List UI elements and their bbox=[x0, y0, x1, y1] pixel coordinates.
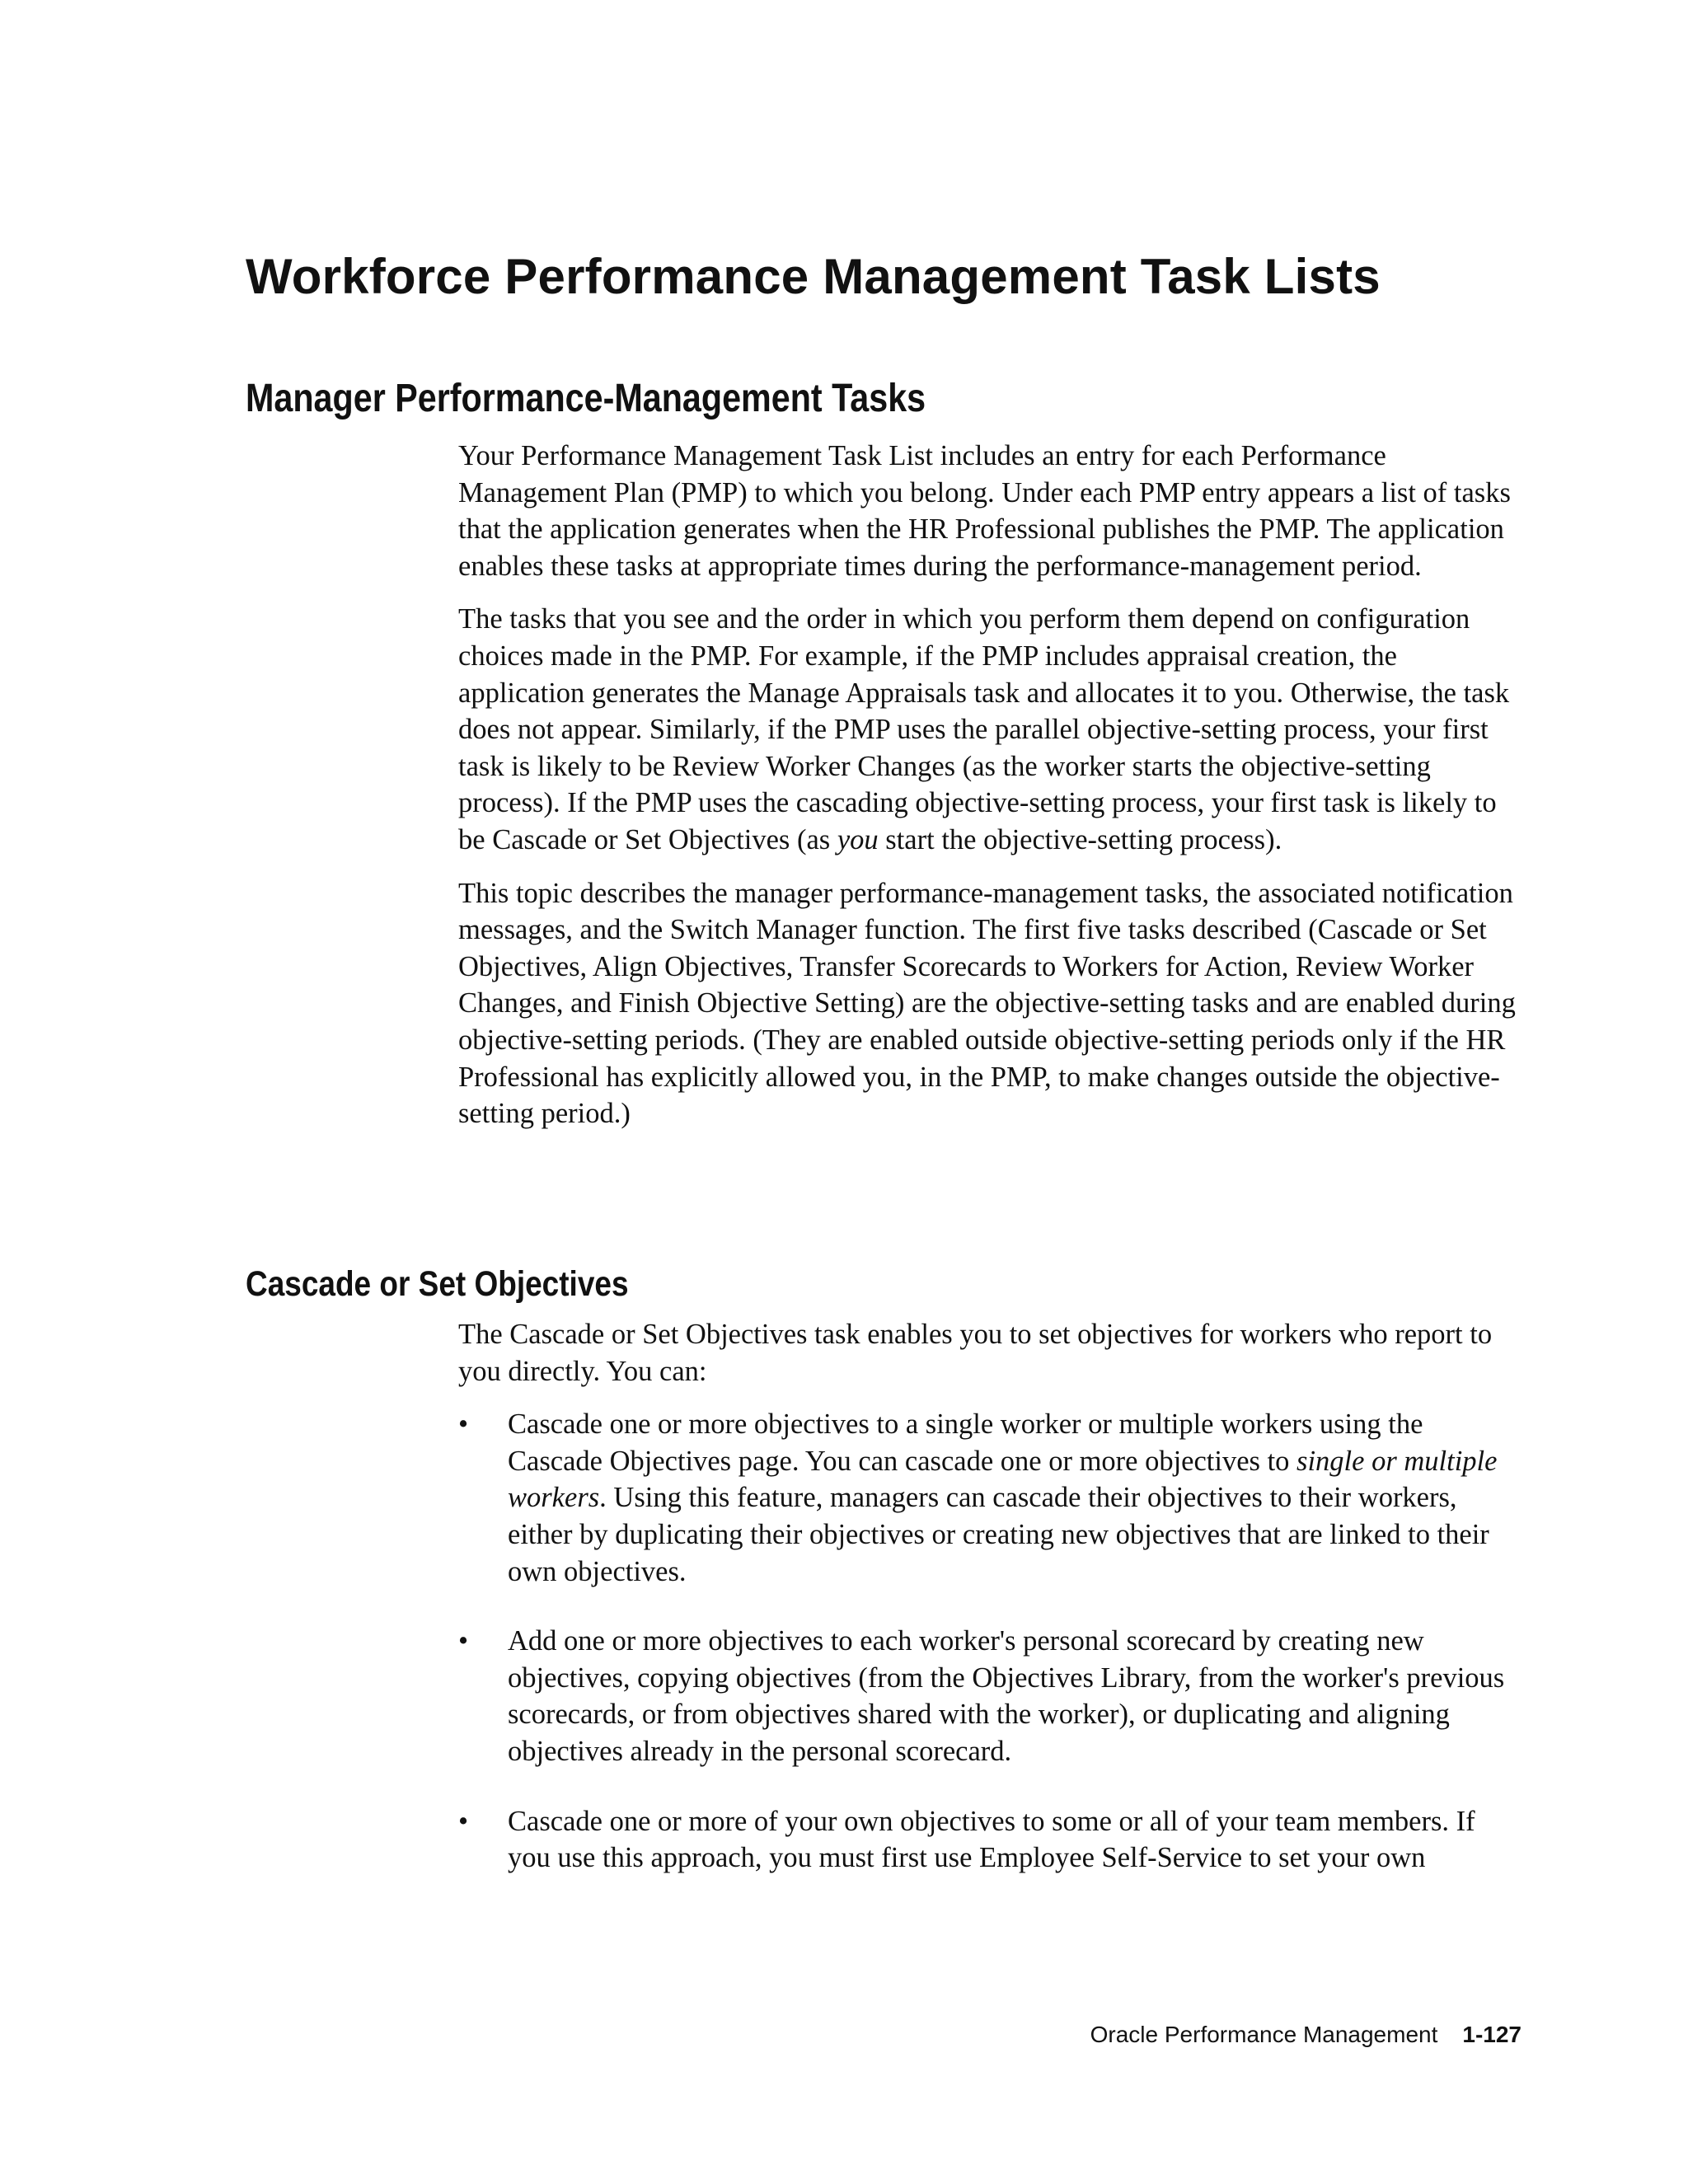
list-item-text: Cascade one or more of your own objectives to some or all of your team members. If you use this approach, you must first use Employee Self-Service to set your own bbox=[508, 1805, 1475, 1874]
bullet-icon: • bbox=[458, 1408, 469, 1441]
subsection-heading: Cascade or Set Objectives bbox=[246, 1264, 629, 1304]
list-item-text: Add one or more objectives to each worker's personal scorecard by creating new objectives, copying objectives (from the Objectives Library, from the worker's previous scorecards, or from objectives shared with the worker), or duplicating and aligning objectives already in the personal scorecard. bbox=[508, 1625, 1505, 1767]
page-title: Workforce Performance Management Task Lists bbox=[246, 249, 1381, 304]
list-item bbox=[458, 1623, 1522, 1769]
paragraph: This topic describes the manager performance-management tasks, the associated notification messages, and the Switch Manager function. The first five tasks described (Cascade or Set Objectives, Align Objectives, Transfer Scorecards to Workers for Action, Review Worker Changes, and Finish Objective Setting) are the objective-setting tasks and are enabled during objective-setting periods. (They are enabled outside objective-setting periods only if the HR Professional has explicitly allowed you, in the PMP, to make changes outside the objective-setting period.) bbox=[458, 877, 1516, 1130]
list-item bbox=[458, 1406, 1522, 1590]
page-number: 1-127 bbox=[1462, 2022, 1522, 2047]
paragraph-text: The tasks that you see and the order in which you perform them depend on configuration choices made in the PMP. For example, if the PMP includes appraisal creation, the application generates the Manage Appraisals task and allocates it to you. Otherwise, the task does not appear. Similarly, if the PMP uses the parallel objective-setting process, your first task is likely to be Review Worker Changes (as the worker starts the objective-setting process). If the PMP uses the cascading objective-setting process, your first task is likely to be Cascade or Set Objectives (as bbox=[458, 603, 1510, 855]
list-item-text: . Using this feature, managers can cascade their objectives to their workers, either by duplicating their objectives or creating new objectives that are linked to their own objectives. bbox=[508, 1482, 1489, 1587]
bullet-icon: • bbox=[458, 1625, 469, 1657]
list-item-text: Cascade one or more objectives to a single worker or multiple workers using the Cascade Objectives page. You can cascade one or more objectives to bbox=[508, 1408, 1423, 1477]
footer-label: Oracle Performance Management bbox=[1090, 2022, 1438, 2047]
subsection-intro: The Cascade or Set Objectives task enables you to set objectives for workers who report to you directly. You can: bbox=[458, 1319, 1493, 1387]
section-body bbox=[458, 438, 1522, 1149]
paragraph-text: start the objective-setting process). bbox=[885, 823, 1282, 855]
bullet-list bbox=[458, 1406, 1522, 1877]
paragraph bbox=[458, 601, 1522, 858]
page-footer bbox=[1090, 2021, 1522, 2049]
list-item bbox=[458, 1803, 1522, 1877]
paragraph: Your Performance Management Task List includes an entry for each Performance Management Plan (PMP) to which you belong. Under each PMP entry appears a list of tasks that the application generates when the HR Professional publishes the PMP. The application enables these tasks at appropriate times during the performance-management period. bbox=[458, 440, 1511, 582]
emphasis-text: you bbox=[837, 823, 879, 855]
bullet-icon: • bbox=[458, 1805, 469, 1837]
subsection-body bbox=[458, 1316, 1522, 1910]
section-heading: Manager Performance-Management Tasks bbox=[246, 377, 926, 420]
emphasis-text: single or multiple workers bbox=[508, 1445, 1498, 1514]
